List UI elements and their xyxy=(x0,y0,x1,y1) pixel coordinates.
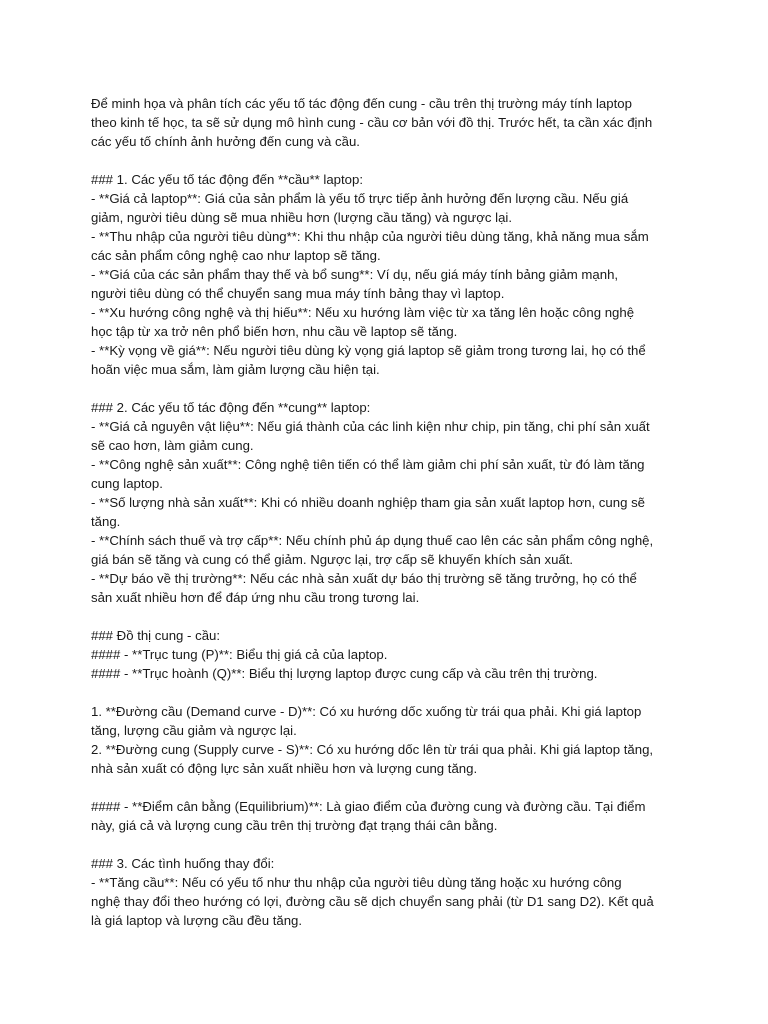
text-line: - **Kỳ vọng về giá**: Nếu người tiêu dùng kỳ vọng giá laptop sẽ giảm trong tương lai, họ có thể xyxy=(91,343,646,358)
text-line: tăng. xyxy=(91,514,121,529)
text-line: học tập từ xa trở nên phổ biến hơn, nhu cầu về laptop sẽ tăng. xyxy=(91,324,458,339)
heading-line: ### 1. Các yếu tố tác động đến **cầu** laptop: xyxy=(91,172,364,187)
text-line: các sản phẩm công nghệ cao như laptop sẽ tăng. xyxy=(91,248,381,263)
text-line: sẽ cao hơn, làm giảm cung. xyxy=(91,438,254,453)
text-line: - **Giá của các sản phẩm thay thế và bổ sung**: Ví dụ, nếu giá máy tính bảng giảm mạnh, xyxy=(91,267,619,282)
blank-line xyxy=(91,151,691,170)
heading-line: ### 3. Các tình huống thay đổi: xyxy=(91,856,275,871)
blank-line xyxy=(91,379,691,398)
text-line: giá bán sẽ tăng và cung có thể giảm. Ngược lại, trợ cấp sẽ khuyến khích sản xuất. xyxy=(91,552,574,567)
text-line: Để minh họa và phân tích các yếu tố tác động đến cung - cầu trên thị trường máy tính laptop xyxy=(91,96,632,111)
heading-line: ### 2. Các yếu tố tác động đến **cung** laptop: xyxy=(91,400,371,415)
text-line: cung laptop. xyxy=(91,476,163,491)
heading-line: #### - **Trục tung (P)**: Biểu thị giá cả của laptop. xyxy=(91,647,388,662)
heading-line: ### Đồ thị cung - cầu: xyxy=(91,628,221,643)
text-line: hoãn việc mua sắm, làm giảm lượng cầu hiện tại. xyxy=(91,362,380,377)
text-line: nhà sản xuất có động lực sản xuất nhiều hơn và lượng cung tăng. xyxy=(91,761,478,776)
text-line: giảm, người tiêu dùng sẽ mua nhiều hơn (lượng cầu tăng) và ngược lại. xyxy=(91,210,513,225)
document-body xyxy=(91,94,691,930)
text-line: tăng, lượng cầu giảm và ngược lại. xyxy=(91,723,297,738)
text-line: - **Xu hướng công nghệ và thị hiếu**: Nếu xu hướng làm việc từ xa tăng lên hoặc công nghệ xyxy=(91,305,635,320)
heading-line: #### - **Điểm cân bằng (Equilibrium)**: Là giao điểm của đường cung và đường cầu. Tại điểm xyxy=(91,799,646,814)
blank-line xyxy=(91,778,691,797)
text-line: - **Dự báo về thị trường**: Nếu các nhà sản xuất dự báo thị trường sẽ tăng trưởng, họ có thể xyxy=(91,571,637,586)
text-line: theo kinh tế học, ta sẽ sử dụng mô hình cung - cầu cơ bản với đồ thị. Trước hết, ta cần xác định xyxy=(91,115,653,130)
text-line: 2. **Đường cung (Supply curve - S)**: Có xu hướng dốc lên từ trái qua phải. Khi giá laptop tăng, xyxy=(91,742,654,757)
text-line: người tiêu dùng có thể chuyển sang mua máy tính bảng thay vì laptop. xyxy=(91,286,505,301)
text-line: - **Giá cả nguyên vật liệu**: Nếu giá thành của các linh kiện như chip, pin tăng, chi phí sản xuất xyxy=(91,419,650,434)
text-line: sản xuất nhiều hơn để đáp ứng nhu cầu trong tương lai. xyxy=(91,590,420,605)
text-line: là giá laptop và lượng cầu đều tăng. xyxy=(91,913,303,928)
text-line: - **Thu nhập của người tiêu dùng**: Khi thu nhập của người tiêu dùng tăng, khả năng mua sắm xyxy=(91,229,649,244)
text-line: nghệ thay đổi theo hướng có lợi, đường cầu sẽ dịch chuyển sang phải (từ D1 sang D2). Kết quả xyxy=(91,894,654,909)
text-line: này, giá cả và lượng cung cầu trên thị trường đạt trạng thái cân bằng. xyxy=(91,818,498,833)
text-line: 1. **Đường cầu (Demand curve - D)**: Có xu hướng dốc xuống từ trái qua phải. Khi giá laptop xyxy=(91,704,642,719)
text-line: các yếu tố chính ảnh hưởng đến cung và cầu. xyxy=(91,134,360,149)
text-line: - **Công nghệ sản xuất**: Công nghệ tiên tiến có thể làm giảm chi phí sản xuất, từ đó làm tăng xyxy=(91,457,645,472)
blank-line xyxy=(91,835,691,854)
text-line: - **Giá cả laptop**: Giá của sản phẩm là yếu tố trực tiếp ảnh hưởng đến lượng cầu. Nếu giá xyxy=(91,191,629,206)
heading-line: #### - **Trục hoành (Q)**: Biểu thị lượng laptop được cung cấp và cầu trên thị trường. xyxy=(91,666,598,681)
text-line: - **Tăng cầu**: Nếu có yếu tố như thu nhập của người tiêu dùng tăng hoặc xu hướng công xyxy=(91,875,622,890)
blank-line xyxy=(91,607,691,626)
text-line: - **Chính sách thuế và trợ cấp**: Nếu chính phủ áp dụng thuế cao lên các sản phẩm công nghệ, xyxy=(91,533,654,548)
blank-line xyxy=(91,683,691,702)
text-line: - **Số lượng nhà sản xuất**: Khi có nhiều doanh nghiệp tham gia sản xuất laptop hơn, cung sẽ xyxy=(91,495,645,510)
